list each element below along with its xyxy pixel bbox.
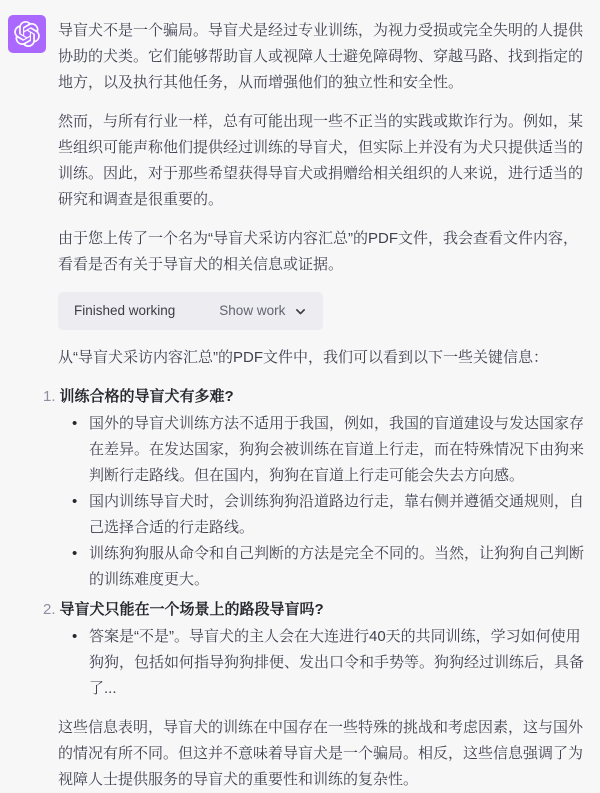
list-number: 2. bbox=[43, 601, 56, 618]
list-number: 1. bbox=[43, 388, 56, 405]
work-status-label: Finished working bbox=[74, 303, 176, 319]
key-findings-list bbox=[43, 384, 585, 702]
show-work-label: Show work bbox=[219, 303, 286, 319]
work-status-widget bbox=[58, 292, 323, 330]
list-item bbox=[43, 384, 585, 593]
list-heading: 导盲犬只能在一个场景上的路段导盲吗? bbox=[59, 601, 324, 618]
show-work-button[interactable] bbox=[219, 304, 307, 318]
paragraph-caveat: 然而，与所有行业一样，总有可能出现一些不正当的实践或欺诈行为。例如，某些组织可能声称他们提供经过训练的导盲犬，但实际上并没有为犬只提供适当的训练。因此，对于那些希望获得导盲犬或捐赠给相关组织的人来说，进行适当的研究和调查是很重要的。 bbox=[58, 113, 584, 208]
list-item-heading-row bbox=[43, 597, 585, 623]
bullet-list bbox=[58, 624, 585, 702]
message-content bbox=[43, 15, 585, 793]
bullet-item: • 国外的导盲犬训练方法不适用于我国，例如，我国的盲道建设与发达国家存在差异。在发达国家，狗狗会被训练在盲道上行走，而在特殊情况下由狗来判断行走路线。但在国内，狗狗在盲道上行走可能会失去方向感。 bbox=[72, 411, 585, 489]
list-heading: 训练合格的导盲犬有多难? bbox=[59, 388, 234, 405]
paragraph-conclusion: 这些信息表明，导盲犬的训练在中国存在一些特殊的挑战和考虑因素，这与国外的情况有所不同。但这并不意味着导盲犬是一个骗局。相反，这些信息强调了为视障人士提供服务的导盲犬的重要性和训练的复杂性。 bbox=[58, 719, 584, 788]
paragraph-pdf-note: 由于您上传了一个名为“导盲犬采访内容汇总”的PDF文件，我会查看文件内容，看看是否有关于导盲犬的相关信息或证据。 bbox=[58, 230, 578, 273]
bullet-item: • 训练狗狗服从命令和自己判断的方法是完全不同的。当然，让狗狗自己判断的训练难度更大。 bbox=[72, 541, 585, 593]
list-item-heading-row bbox=[43, 384, 585, 410]
chevron-down-icon bbox=[294, 305, 307, 318]
paragraph-intro: 导盲犬不是一个骗局。导盲犬是经过专业训练，为视力受损或完全失明的人提供协助的犬类。它们能够帮助盲人或视障人士避免障碍物、穿越马路、找到指定的地方，以及执行其他任务，从而增强他们的独立性和安全性。 bbox=[58, 22, 584, 91]
bullet-item: • 国内训练导盲犬时，会训练狗狗沿道路边行走，靠右侧并遵循交通规则，自己选择合适的行走路线。 bbox=[72, 489, 585, 541]
paragraph-key-info-lead: 从“导盲犬采访内容汇总”的PDF文件中，我们可以看到以下一些关键信息： bbox=[58, 349, 548, 366]
list-item bbox=[43, 597, 585, 702]
openai-logo-icon bbox=[14, 21, 40, 47]
bullet-list bbox=[58, 411, 585, 593]
avatar bbox=[8, 15, 46, 53]
bullet-item: • 答案是“不是”。导盲犬的主人会在大连进行40天的共同训练，学习如何使用狗狗，包括如何指导狗狗排便、发出口令和手势等。狗狗经过训练后，具备了... bbox=[72, 624, 585, 702]
